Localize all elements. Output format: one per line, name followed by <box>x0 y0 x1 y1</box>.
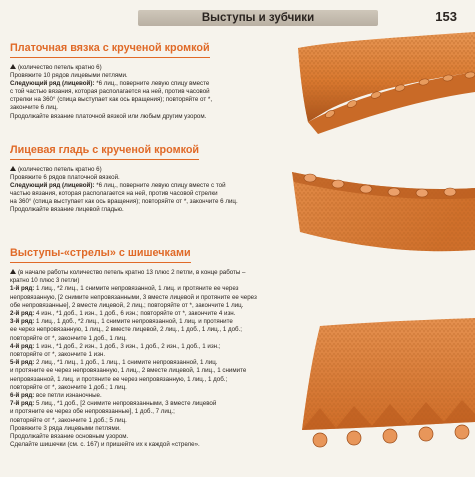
row-label: 4-й ряд: <box>10 342 35 350</box>
page-number: 153 <box>435 9 457 24</box>
section-body <box>10 166 290 215</box>
instruction-text: закончите 6 лиц. <box>10 104 59 112</box>
text-line <box>10 113 290 121</box>
instruction-text: (в начале работы количество петель кратно 13 плюс 2 петли, в конце работы – <box>18 269 246 276</box>
triangle-icon <box>10 64 16 69</box>
instruction-text: повторяйте от *, закончите 1 изн. <box>10 351 106 359</box>
text-line <box>10 182 290 190</box>
row-label: 1-й ряд: <box>10 285 35 293</box>
row-label: 3-й ряд: <box>10 318 35 326</box>
text-line <box>10 285 310 293</box>
text-line <box>10 277 310 285</box>
instruction-text: стрелки на 360° (спица выступает как ось вращения); повторяйте от *, <box>10 96 213 104</box>
knit-sample-photo-2 <box>280 162 475 257</box>
instruction-text: 1 изн., *1 доб., 2 изн., 1 доб., 3 изн., 1 доб., 2 изн., 1 доб., 1 изн.; <box>34 342 221 350</box>
section-title: Платочная вязка с крученой кромкой <box>10 42 210 58</box>
text-line <box>10 408 310 416</box>
instruction-text: Продолжайте вязание лицевой гладью. <box>10 206 124 214</box>
section-body <box>10 269 310 449</box>
text-line <box>10 318 310 326</box>
text-line <box>10 351 310 359</box>
section-title: Лицевая гладь с крученой кромкой <box>10 144 199 160</box>
instruction-text: (количество петель кратно 6) <box>18 64 102 71</box>
row-label: Следующий ряд (лицевой): <box>10 80 95 88</box>
instruction-text: (количество петель кратно 6) <box>18 166 102 173</box>
instruction-text: обе непровязанные], 2 вместе лицевой, 2 лиц.; повторяйте от *, закончите 1 лиц. <box>10 301 244 309</box>
instruction-text: Провяжите 3 ряда лицевыми петлями. <box>10 424 121 432</box>
text-line <box>10 425 310 433</box>
instruction-text: на 360° (спица выступает как ось вращения); повторяйте от *, закончите 6 лиц. <box>10 198 238 206</box>
triangle-icon <box>10 166 16 171</box>
knit-sample-photo-3 <box>290 318 475 463</box>
knit-sample-photo-1 <box>268 30 475 135</box>
instruction-text: ее через непровязанную, 1 лиц., 2 вместе лицевой, 2 лиц., 1 доб., 1 лиц., 1 доб.; <box>10 326 243 334</box>
instruction-text: все петли изнаночные. <box>34 392 102 400</box>
text-line <box>10 96 290 104</box>
instruction-text: *6 лиц., поверните левую спицу вместе с той <box>94 182 226 190</box>
row-label: Следующий ряд (лицевой): <box>10 182 95 190</box>
text-line <box>10 310 310 318</box>
instruction-text: 5 лиц., *1 доб., [2 снимите непровязанными, 3 вместе лицевой <box>34 400 217 408</box>
text-line <box>10 441 310 449</box>
text-line <box>10 343 310 351</box>
section-vystupy-strely <box>10 243 310 449</box>
text-line <box>10 433 310 441</box>
text-line <box>10 198 290 206</box>
instruction-text: 2 лиц., *1 лиц., 1 доб., 1 лиц., 1 снимите непровязанной, 1 лиц. <box>34 359 218 367</box>
text-line <box>10 174 290 182</box>
text-line <box>10 104 290 112</box>
text-line <box>10 294 310 302</box>
instruction-text: с той частью вязания, которая располагается на ней, против часовой <box>10 88 210 96</box>
text-line <box>10 269 310 277</box>
text-line <box>10 302 310 310</box>
row-label: 7-й ряд: <box>10 400 35 408</box>
instruction-text: и протяните ее через непровязанную, 1 лиц., 2 вместе лицевой, 1 лиц., 1 снимите <box>10 367 247 375</box>
section-platochnaya <box>10 38 290 121</box>
text-line <box>10 384 310 392</box>
text-line <box>10 376 310 384</box>
text-line <box>10 64 290 72</box>
instruction-text: повторяйте от *, закончите 1 доб., 1 лиц. <box>10 334 127 342</box>
triangle-icon <box>10 269 16 274</box>
text-line <box>10 400 310 408</box>
instruction-text: 1 лиц., *2 лиц., 1 снимите непровязанной, 1 лиц. и протяните ее через <box>34 285 239 293</box>
instruction-text: повторяйте от *, закончите 1 доб.; 1 лиц. <box>10 383 127 391</box>
instruction-text: кратно 10 плюс 3 петли) <box>10 277 80 285</box>
text-line <box>10 166 290 174</box>
instruction-text: непровязанную, [2 снимите непровязанными, 3 вместе лицевой и протяните ее через <box>10 293 257 301</box>
instruction-text: Продолжайте вязание основным узором. <box>10 433 129 441</box>
text-line <box>10 80 290 88</box>
instruction-text: 1 лиц., 1 доб., *2 лиц., 1 снимите непровязанной, 1 лиц. и протяните <box>34 318 233 326</box>
text-line <box>10 190 290 198</box>
row-label: 2-й ряд: <box>10 310 35 318</box>
text-line <box>10 88 290 96</box>
instruction-text: и протяните ее через обе непровязанные], 1 доб., 7 лиц.; <box>10 408 175 416</box>
text-line <box>10 359 310 367</box>
page-header <box>0 8 475 30</box>
text-line <box>10 367 310 375</box>
instruction-text: 4 изн., *1 доб., 1 изн., 1 доб., 6 изн.; повторяйте от *, закончите 4 изн. <box>34 310 236 318</box>
text-line <box>10 206 290 214</box>
section-litsevaya-glad <box>10 140 290 215</box>
instruction-text: *6 лиц., поверните левую спицу вместе <box>94 80 210 88</box>
instruction-text: непровязанной, 1 лиц. и протяните ее через непровязанную, 1 лиц., 1 доб.; <box>10 375 228 383</box>
section-body <box>10 64 290 121</box>
section-title: Выступы-«стрелы» с шишечками <box>10 247 191 263</box>
text-line <box>10 392 310 400</box>
instruction-text: Продолжайте вязание платочной вязкой или любым другим узором. <box>10 112 207 120</box>
text-line <box>10 326 310 334</box>
instruction-text: частью вязания, которая располагается на ней, против часовой стрелки <box>10 190 218 198</box>
text-line <box>10 335 310 343</box>
text-line <box>10 72 290 80</box>
instruction-text: Сделайте шишечки (см. с. 167) и пришейте их к каждой «стреле». <box>10 441 200 449</box>
running-title: Выступы и зубчики <box>201 12 315 24</box>
row-label: 5-й ряд: <box>10 359 35 367</box>
instruction-text: Провяжите 10 рядов лицевыми петлями. <box>10 72 128 80</box>
text-line <box>10 417 310 425</box>
instruction-text: повторяйте от *, закончите 1 доб.; 5 лиц. <box>10 416 127 424</box>
instruction-text: Провяжите 6 рядов платочной вязкой. <box>10 174 120 182</box>
row-label: 6-й ряд: <box>10 392 35 400</box>
